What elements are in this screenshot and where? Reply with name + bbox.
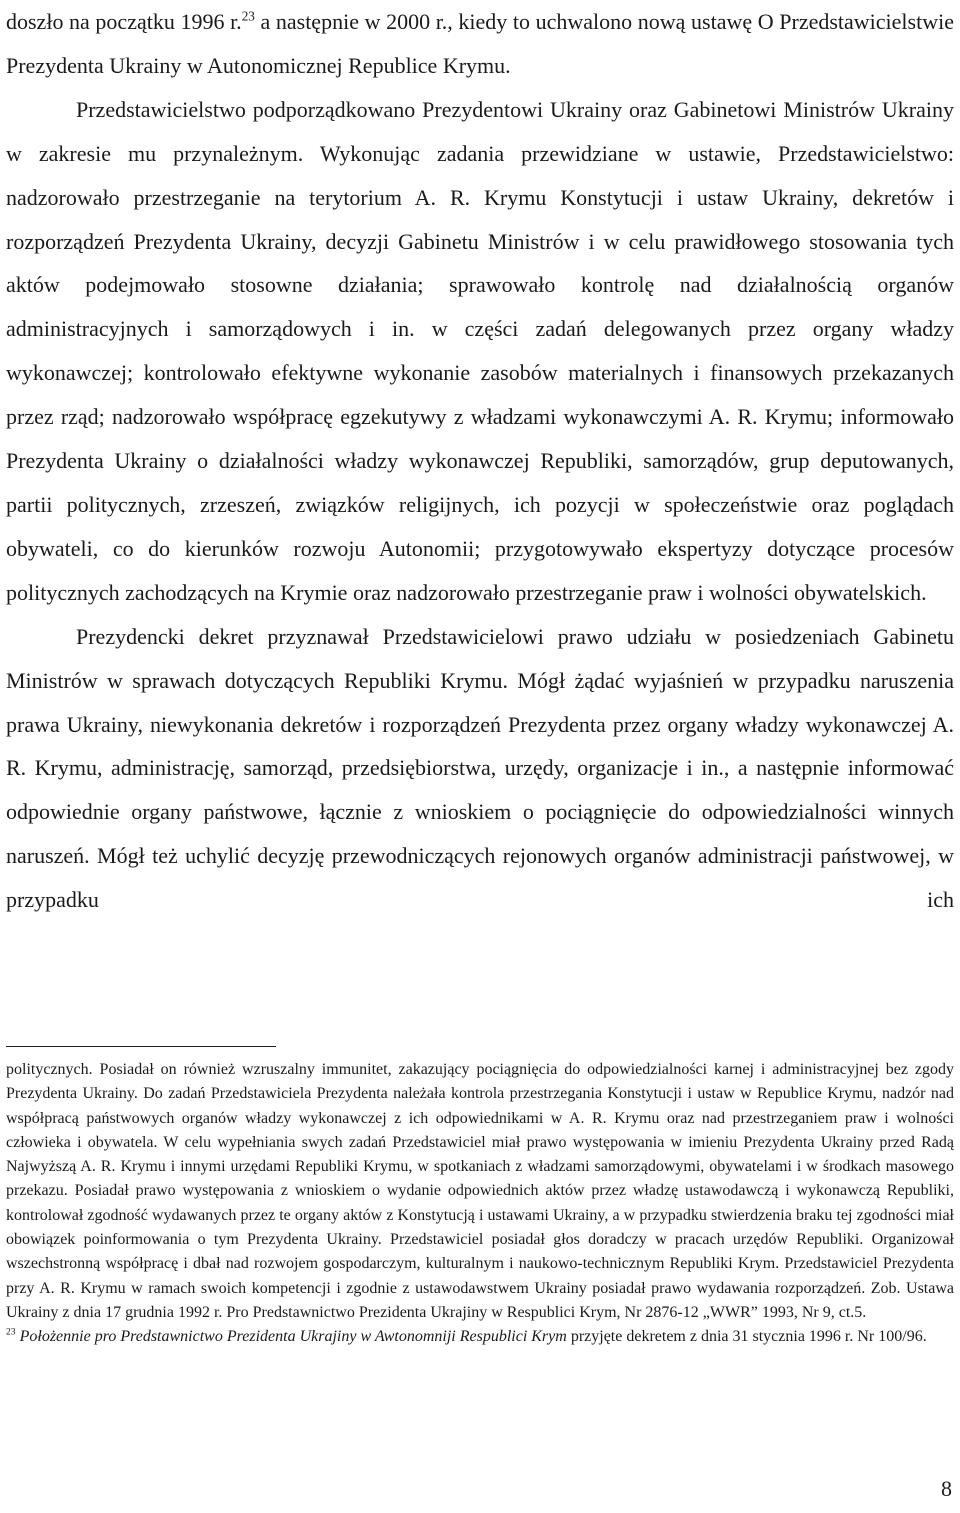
footnote-23-text: przyjęte dekretem z dnia 31 stycznia 1996 r. Nr 100/96. — [566, 1328, 927, 1346]
paragraph-1 — [6, 0, 954, 88]
paragraph-2: Przedstawicielstwo podporządkowano Prezydentowi Ukrainy oraz Gabinetowi Ministrów Ukrainy w zakresie mu przynależnym. Wykonując zadania przewidziane w ustawie, Przedstawicielstwo: nadzorowało przestrzeganie na terytorium A. R. Krymu Konstytucji i ustaw Ukrainy, dekretów i rozporządzeń Prezydenta Ukrainy, decyzji Gabinetu Ministrów i w celu prawidłowego stosowania tych aktów podejmowało stosowne działania; sprawowało kontrolę nad działalnością organów administracyjnych i samorządowych i in. w części zadań delegowanych przez organy władzy wykonawczej; kontrolowało efektywne wykonanie zasobów materialnych i finansowych przekazanych przez rząd; nadzorowało współpracę egzekutywy z władzami wykonawczymi A. R. Krymu; informowało Prezydenta Ukrainy o działalności władzy wykonawczej Republiki, samorządów, grup deputowanych, partii politycznych, zrzeszeń, związków religijnych, ich pozycji w społeczeństwie oraz poglądach obywateli, co do kierunków rozwoju Autonomii; przygotowywało ekspertyzy dotyczące procesów politycznych zachodzących na Krymie oraz nadzorowało przestrzeganie praw i wolności obywatelskich. — [6, 96, 954, 605]
paragraph-1-end: a następnie w 2000 r., kiedy to uchwalono nową ustawę O Przedstawicielstwie Prezydenta Ukrainy w Autonomicznej Republice Krymu. — [6, 9, 954, 78]
footnote-23 — [6, 1325, 954, 1349]
footnote-ref-23[interactable]: 23 — [241, 8, 255, 24]
main-text — [6, 0, 954, 922]
footnotes — [6, 1058, 954, 1350]
page-number: 8 — [941, 1476, 952, 1501]
footnote-23-number: 23 — [6, 1326, 16, 1338]
paragraph-3: Prezydencki dekret przyznawał Przedstawicielowi prawo udziału w posiedzeniach Gabinetu Ministrów w sprawach dotyczących Republiki Krymu. Mógł żądać wyjaśnień w przypadku naruszenia prawa Ukrainy, niewykonania dekretów i rozporządzeń Prezydenta przez organy władzy wykonawczej A. R. Krymu, administrację, samorząd, przedsiębiorstwa, urzędy, organizacje i in., a następnie informować odpowiednie organy państwowe, łącznie z wnioskiem o pociągnięcie do odpowiedzialności winnych naruszeń. Mógł też uchylić decyzję przewodniczących rejonowych organów administracji państwowej, w przypadku ich — [6, 623, 954, 913]
footnote-separator — [6, 1046, 276, 1047]
footnote-continuation: politycznych. Posiadał on również wzruszalny immunitet, zakazujący pociągnięcia do odpowiedzialności karnej i administracyjnej bez zgody Prezydenta Ukrainy. Do zadań Przedstawiciela Prezydenta należała kontrola przestrzegania Konstytucji i ustaw w Republice Krymu, nadzór nad współpracą państwowych organów władzy wykonawczej z ich odpowiednikami w A. R. Krymu oraz nad przestrzeganiem praw i wolności człowieka i obywatela. W celu wypełniania swych zadań Przedstawiciel miał prawo występowania w imieniu Prezydenta Ukrainy przed Radą Najwyższą A. R. Krymu i innymi urzędami Republiki Krymu, w spotkaniach z władzami samorządowymi, obywatelami i w środkach masowego przekazu. Posiadał prawo występowania z wnioskiem o wydanie odpowiednich aktów przez władzę ustawodawczą i wykonawczą Republiki, kontrolował zgodność wydawanych przez te organy aktów z Konstytucją i ustawami Ukrainy, a w przypadku stwierdzenia braku tej zgodności miał obowiązek poinformowania o tym Prezydenta Ukrainy. Przedstawiciel posiadał głos doradczy w pracach urzędów Republiki. Organizował wszechstronną współpracę i dbał nad rozwojem gospodarczym, kulturalnym i naukowo-technicznym Republiki Krym. Przedstawiciel Prezydenta przy A. R. Krymu w ramach swoich kompetencji i zgodnie z ustawodawstwem Ukrainy posiadał prawo wydawania rozporządzeń. Zob. Ustawa Ukrainy z dnia 17 grudnia 1992 r. Pro Predstawnictwo Prezidenta Ukrajiny w Respublici Krym, Nr 2876-12 „WWR” 1993, Nr 9, ct.5. — [6, 1061, 954, 1321]
paragraph-1-start: doszło na początku 1996 r. — [6, 9, 242, 34]
footnote-23-title: Położennie pro Predstawnictwo Prezidenta Ukrajiny w Awtonomniji Respublici Krym — [19, 1328, 567, 1346]
